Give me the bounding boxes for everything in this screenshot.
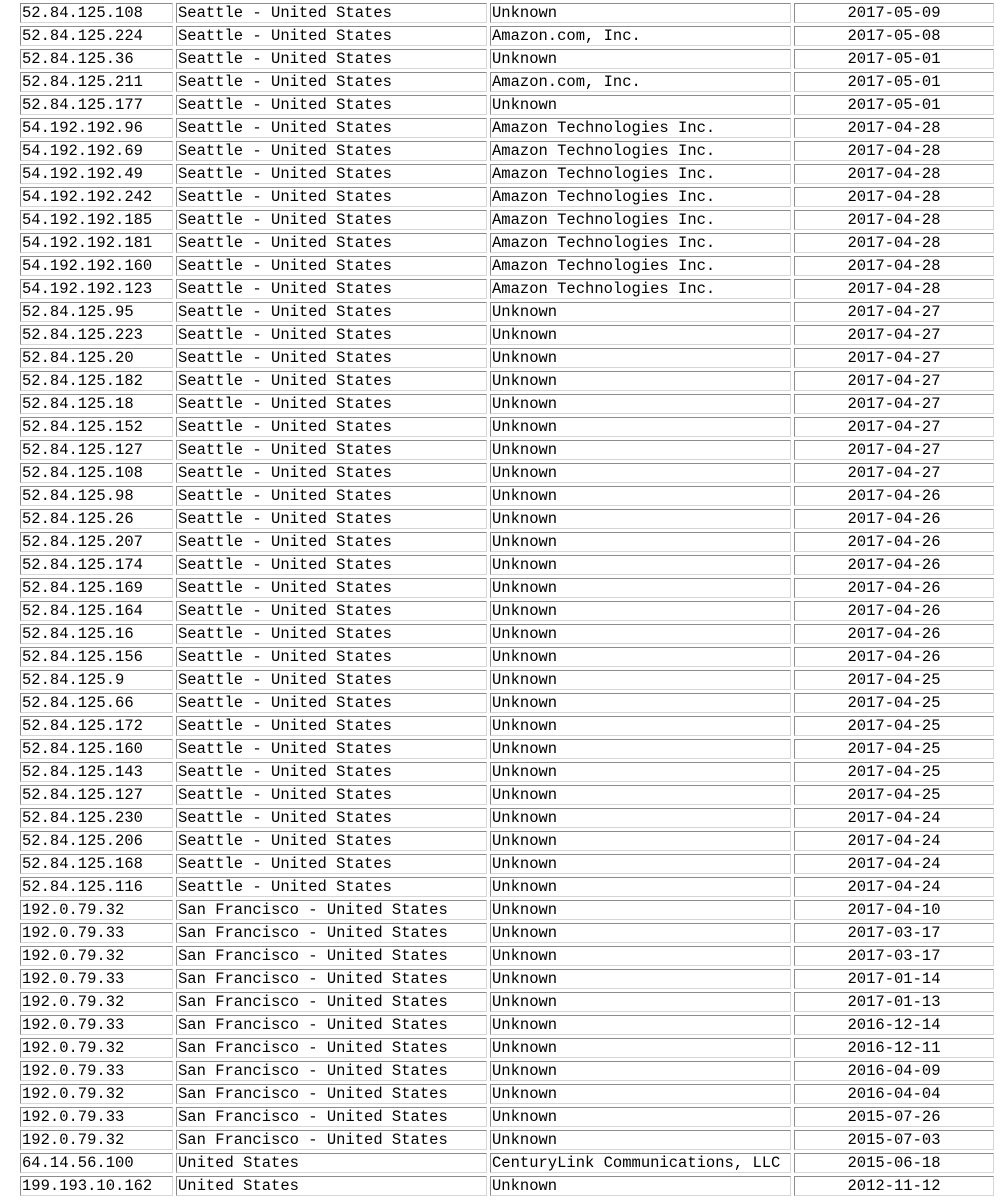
organization-cell: Amazon.com, Inc. xyxy=(490,26,791,46)
location-cell: Seattle - United States xyxy=(176,670,487,690)
date-cell: 2017-05-09 xyxy=(794,3,994,23)
location-cell: San Francisco - United States xyxy=(176,923,487,943)
organization-cell: Unknown xyxy=(490,532,791,552)
ip-address-cell: 52.84.125.164 xyxy=(20,601,173,621)
organization-cell: Unknown xyxy=(490,1061,791,1081)
location-cell: Seattle - United States xyxy=(176,463,487,483)
location-cell: San Francisco - United States xyxy=(176,1084,487,1104)
ip-address-cell: 52.84.125.223 xyxy=(20,325,173,345)
date-cell: 2017-03-17 xyxy=(794,946,994,966)
ip-address-cell: 64.14.56.100 xyxy=(20,1153,173,1173)
location-cell: Seattle - United States xyxy=(176,532,487,552)
ip-address-cell: 52.84.125.18 xyxy=(20,394,173,414)
table-row xyxy=(20,739,994,759)
location-cell: Seattle - United States xyxy=(176,440,487,460)
table-row xyxy=(20,164,994,184)
ip-address-cell: 52.84.125.160 xyxy=(20,739,173,759)
ip-address-cell: 52.84.125.168 xyxy=(20,854,173,874)
location-cell: United States xyxy=(176,1153,487,1173)
ip-address-cell: 192.0.79.33 xyxy=(20,1107,173,1127)
table-row xyxy=(20,854,994,874)
date-cell: 2017-05-01 xyxy=(794,49,994,69)
location-cell: San Francisco - United States xyxy=(176,969,487,989)
organization-cell: Unknown xyxy=(490,854,791,874)
organization-cell: Unknown xyxy=(490,509,791,529)
ip-address-cell: 199.193.10.162 xyxy=(20,1176,173,1196)
organization-cell: Amazon Technologies Inc. xyxy=(490,187,791,207)
ip-address-cell: 192.0.79.32 xyxy=(20,1038,173,1058)
ip-address-cell: 52.84.125.36 xyxy=(20,49,173,69)
date-cell: 2017-04-26 xyxy=(794,532,994,552)
location-cell: Seattle - United States xyxy=(176,624,487,644)
ip-address-cell: 54.192.192.49 xyxy=(20,164,173,184)
table-row xyxy=(20,532,994,552)
organization-cell: Unknown xyxy=(490,601,791,621)
ip-address-cell: 52.84.125.16 xyxy=(20,624,173,644)
ip-address-cell: 52.84.125.66 xyxy=(20,693,173,713)
location-cell: Seattle - United States xyxy=(176,72,487,92)
date-cell: 2017-04-25 xyxy=(794,716,994,736)
date-cell: 2016-04-09 xyxy=(794,1061,994,1081)
table-row xyxy=(20,693,994,713)
ip-address-cell: 52.84.125.127 xyxy=(20,785,173,805)
location-cell: Seattle - United States xyxy=(176,509,487,529)
date-cell: 2017-04-25 xyxy=(794,785,994,805)
date-cell: 2017-04-25 xyxy=(794,670,994,690)
ip-address-cell: 52.84.125.230 xyxy=(20,808,173,828)
location-cell: Seattle - United States xyxy=(176,831,487,851)
organization-cell: Unknown xyxy=(490,463,791,483)
location-cell: Seattle - United States xyxy=(176,371,487,391)
ip-address-cell: 52.84.125.116 xyxy=(20,877,173,897)
ip-address-cell: 192.0.79.32 xyxy=(20,992,173,1012)
organization-cell: Amazon Technologies Inc. xyxy=(490,164,791,184)
date-cell: 2017-04-27 xyxy=(794,302,994,322)
ip-address-cell: 192.0.79.32 xyxy=(20,946,173,966)
organization-cell: Unknown xyxy=(490,3,791,23)
ip-address-cell: 52.84.125.20 xyxy=(20,348,173,368)
ip-address-cell: 52.84.125.177 xyxy=(20,95,173,115)
location-cell: Seattle - United States xyxy=(176,739,487,759)
date-cell: 2017-04-28 xyxy=(794,141,994,161)
organization-cell: Unknown xyxy=(490,900,791,920)
location-cell: San Francisco - United States xyxy=(176,1061,487,1081)
date-cell: 2017-04-25 xyxy=(794,693,994,713)
date-cell: 2017-04-28 xyxy=(794,187,994,207)
table-row xyxy=(20,624,994,644)
ip-address-cell: 192.0.79.33 xyxy=(20,1061,173,1081)
date-cell: 2015-06-18 xyxy=(794,1153,994,1173)
organization-cell: Unknown xyxy=(490,371,791,391)
location-cell: Seattle - United States xyxy=(176,279,487,299)
organization-cell: Unknown xyxy=(490,923,791,943)
organization-cell: Unknown xyxy=(490,946,791,966)
location-cell: Seattle - United States xyxy=(176,785,487,805)
table-row xyxy=(20,785,994,805)
table-row xyxy=(20,670,994,690)
organization-cell: Unknown xyxy=(490,762,791,782)
organization-cell: Unknown xyxy=(490,1176,791,1196)
location-cell: Seattle - United States xyxy=(176,3,487,23)
organization-cell: Unknown xyxy=(490,1107,791,1127)
ip-address-cell: 52.84.125.108 xyxy=(20,3,173,23)
organization-cell: Unknown xyxy=(490,739,791,759)
date-cell: 2017-04-26 xyxy=(794,555,994,575)
location-cell: Seattle - United States xyxy=(176,210,487,230)
table-row xyxy=(20,256,994,276)
table-row xyxy=(20,1061,994,1081)
ip-address-cell: 192.0.79.33 xyxy=(20,1015,173,1035)
date-cell: 2017-04-26 xyxy=(794,486,994,506)
table-row xyxy=(20,325,994,345)
location-cell: Seattle - United States xyxy=(176,394,487,414)
organization-cell: Unknown xyxy=(490,877,791,897)
ip-address-cell: 52.84.125.156 xyxy=(20,647,173,667)
date-cell: 2017-03-17 xyxy=(794,923,994,943)
table-row xyxy=(20,371,994,391)
table-row xyxy=(20,808,994,828)
table-row xyxy=(20,578,994,598)
organization-cell: Unknown xyxy=(490,670,791,690)
table-row xyxy=(20,509,994,529)
date-cell: 2015-07-03 xyxy=(794,1130,994,1150)
location-cell: San Francisco - United States xyxy=(176,1038,487,1058)
location-cell: Seattle - United States xyxy=(176,555,487,575)
location-cell: San Francisco - United States xyxy=(176,992,487,1012)
date-cell: 2017-04-25 xyxy=(794,762,994,782)
organization-cell: Unknown xyxy=(490,325,791,345)
location-cell: Seattle - United States xyxy=(176,187,487,207)
date-cell: 2017-04-27 xyxy=(794,348,994,368)
location-cell: United States xyxy=(176,1176,487,1196)
location-cell: Seattle - United States xyxy=(176,164,487,184)
ip-address-cell: 54.192.192.160 xyxy=(20,256,173,276)
location-cell: San Francisco - United States xyxy=(176,1107,487,1127)
ip-history-table-body xyxy=(20,3,994,1196)
table-row xyxy=(20,647,994,667)
ip-address-cell: 52.84.125.169 xyxy=(20,578,173,598)
table-row xyxy=(20,1130,994,1150)
table-row xyxy=(20,486,994,506)
date-cell: 2017-01-13 xyxy=(794,992,994,1012)
organization-cell: Unknown xyxy=(490,1084,791,1104)
table-row xyxy=(20,1107,994,1127)
location-cell: Seattle - United States xyxy=(176,601,487,621)
ip-address-cell: 52.84.125.172 xyxy=(20,716,173,736)
ip-address-cell: 52.84.125.152 xyxy=(20,417,173,437)
table-row xyxy=(20,831,994,851)
organization-cell: Unknown xyxy=(490,1038,791,1058)
ip-address-cell: 52.84.125.98 xyxy=(20,486,173,506)
ip-address-cell: 54.192.192.69 xyxy=(20,141,173,161)
date-cell: 2017-04-26 xyxy=(794,624,994,644)
table-row xyxy=(20,1015,994,1035)
table-row xyxy=(20,900,994,920)
table-row xyxy=(20,279,994,299)
table-row xyxy=(20,716,994,736)
date-cell: 2017-04-26 xyxy=(794,509,994,529)
organization-cell: Unknown xyxy=(490,992,791,1012)
ip-address-cell: 54.192.192.96 xyxy=(20,118,173,138)
ip-address-cell: 52.84.125.207 xyxy=(20,532,173,552)
location-cell: San Francisco - United States xyxy=(176,1015,487,1035)
ip-address-cell: 52.84.125.174 xyxy=(20,555,173,575)
location-cell: Seattle - United States xyxy=(176,808,487,828)
date-cell: 2017-04-28 xyxy=(794,256,994,276)
table-row xyxy=(20,95,994,115)
location-cell: Seattle - United States xyxy=(176,118,487,138)
table-row xyxy=(20,923,994,943)
ip-address-cell: 52.84.125.9 xyxy=(20,670,173,690)
organization-cell: Amazon.com, Inc. xyxy=(490,72,791,92)
location-cell: Seattle - United States xyxy=(176,417,487,437)
table-row xyxy=(20,348,994,368)
date-cell: 2017-04-24 xyxy=(794,808,994,828)
date-cell: 2017-04-27 xyxy=(794,394,994,414)
ip-address-cell: 52.84.125.127 xyxy=(20,440,173,460)
location-cell: San Francisco - United States xyxy=(176,900,487,920)
location-cell: San Francisco - United States xyxy=(176,1130,487,1150)
table-row xyxy=(20,233,994,253)
ip-address-cell: 192.0.79.33 xyxy=(20,969,173,989)
organization-cell: Amazon Technologies Inc. xyxy=(490,141,791,161)
date-cell: 2017-04-27 xyxy=(794,325,994,345)
ip-address-cell: 52.84.125.224 xyxy=(20,26,173,46)
ip-address-cell: 54.192.192.185 xyxy=(20,210,173,230)
ip-history-table xyxy=(17,0,997,1199)
organization-cell: Amazon Technologies Inc. xyxy=(490,233,791,253)
organization-cell: Unknown xyxy=(490,808,791,828)
organization-cell: Amazon Technologies Inc. xyxy=(490,256,791,276)
date-cell: 2017-04-27 xyxy=(794,463,994,483)
ip-address-cell: 192.0.79.32 xyxy=(20,900,173,920)
table-row xyxy=(20,992,994,1012)
ip-address-cell: 54.192.192.181 xyxy=(20,233,173,253)
table-row xyxy=(20,417,994,437)
organization-cell: Amazon Technologies Inc. xyxy=(490,279,791,299)
ip-address-cell: 52.84.125.143 xyxy=(20,762,173,782)
date-cell: 2017-05-01 xyxy=(794,95,994,115)
ip-address-cell: 52.84.125.26 xyxy=(20,509,173,529)
organization-cell: Unknown xyxy=(490,95,791,115)
table-row xyxy=(20,394,994,414)
location-cell: Seattle - United States xyxy=(176,486,487,506)
date-cell: 2017-04-27 xyxy=(794,371,994,391)
location-cell: Seattle - United States xyxy=(176,348,487,368)
date-cell: 2017-04-28 xyxy=(794,118,994,138)
table-row xyxy=(20,72,994,92)
organization-cell: Amazon Technologies Inc. xyxy=(490,210,791,230)
date-cell: 2017-04-24 xyxy=(794,831,994,851)
table-row xyxy=(20,3,994,23)
organization-cell: Unknown xyxy=(490,555,791,575)
ip-address-cell: 52.84.125.108 xyxy=(20,463,173,483)
organization-cell: Unknown xyxy=(490,1015,791,1035)
table-row xyxy=(20,762,994,782)
organization-cell: Unknown xyxy=(490,302,791,322)
organization-cell: Unknown xyxy=(490,348,791,368)
organization-cell: Unknown xyxy=(490,440,791,460)
ip-address-cell: 52.84.125.211 xyxy=(20,72,173,92)
ip-address-cell: 52.84.125.182 xyxy=(20,371,173,391)
organization-cell: Unknown xyxy=(490,969,791,989)
table-row xyxy=(20,969,994,989)
date-cell: 2017-04-25 xyxy=(794,739,994,759)
organization-cell: Unknown xyxy=(490,693,791,713)
location-cell: Seattle - United States xyxy=(176,95,487,115)
ip-address-cell: 52.84.125.95 xyxy=(20,302,173,322)
ip-address-cell: 54.192.192.123 xyxy=(20,279,173,299)
table-row xyxy=(20,555,994,575)
table-row xyxy=(20,187,994,207)
organization-cell: Unknown xyxy=(490,394,791,414)
organization-cell: Unknown xyxy=(490,1130,791,1150)
organization-cell: Unknown xyxy=(490,785,791,805)
location-cell: Seattle - United States xyxy=(176,877,487,897)
location-cell: Seattle - United States xyxy=(176,26,487,46)
table-row xyxy=(20,26,994,46)
location-cell: Seattle - United States xyxy=(176,716,487,736)
location-cell: Seattle - United States xyxy=(176,578,487,598)
table-row xyxy=(20,601,994,621)
date-cell: 2017-04-24 xyxy=(794,877,994,897)
organization-cell: Unknown xyxy=(490,417,791,437)
table-row xyxy=(20,877,994,897)
date-cell: 2016-04-04 xyxy=(794,1084,994,1104)
date-cell: 2017-04-27 xyxy=(794,440,994,460)
date-cell: 2017-04-28 xyxy=(794,233,994,253)
location-cell: Seattle - United States xyxy=(176,647,487,667)
table-row xyxy=(20,118,994,138)
location-cell: Seattle - United States xyxy=(176,302,487,322)
table-row xyxy=(20,1084,994,1104)
table-row xyxy=(20,463,994,483)
organization-cell: Unknown xyxy=(490,578,791,598)
table-row xyxy=(20,440,994,460)
organization-cell: Unknown xyxy=(490,624,791,644)
table-row xyxy=(20,1153,994,1173)
location-cell: Seattle - United States xyxy=(176,141,487,161)
ip-address-cell: 192.0.79.32 xyxy=(20,1084,173,1104)
date-cell: 2012-11-12 xyxy=(794,1176,994,1196)
organization-cell: Unknown xyxy=(490,49,791,69)
table-row xyxy=(20,141,994,161)
table-row xyxy=(20,1176,994,1196)
location-cell: Seattle - United States xyxy=(176,233,487,253)
organization-cell: CenturyLink Communications, LLC xyxy=(490,1153,791,1173)
date-cell: 2017-04-26 xyxy=(794,601,994,621)
date-cell: 2017-04-26 xyxy=(794,647,994,667)
table-row xyxy=(20,210,994,230)
ip-address-cell: 54.192.192.242 xyxy=(20,187,173,207)
organization-cell: Unknown xyxy=(490,647,791,667)
table-row xyxy=(20,1038,994,1058)
organization-cell: Amazon Technologies Inc. xyxy=(490,118,791,138)
date-cell: 2017-04-28 xyxy=(794,210,994,230)
date-cell: 2015-07-26 xyxy=(794,1107,994,1127)
date-cell: 2017-04-28 xyxy=(794,279,994,299)
ip-address-cell: 52.84.125.206 xyxy=(20,831,173,851)
location-cell: Seattle - United States xyxy=(176,325,487,345)
date-cell: 2017-05-01 xyxy=(794,72,994,92)
location-cell: Seattle - United States xyxy=(176,854,487,874)
date-cell: 2017-04-26 xyxy=(794,578,994,598)
table-row xyxy=(20,946,994,966)
location-cell: Seattle - United States xyxy=(176,762,487,782)
date-cell: 2017-01-14 xyxy=(794,969,994,989)
location-cell: Seattle - United States xyxy=(176,49,487,69)
date-cell: 2016-12-11 xyxy=(794,1038,994,1058)
organization-cell: Unknown xyxy=(490,716,791,736)
date-cell: 2016-12-14 xyxy=(794,1015,994,1035)
date-cell: 2017-04-28 xyxy=(794,164,994,184)
organization-cell: Unknown xyxy=(490,486,791,506)
location-cell: Seattle - United States xyxy=(176,693,487,713)
location-cell: Seattle - United States xyxy=(176,256,487,276)
date-cell: 2017-04-10 xyxy=(794,900,994,920)
date-cell: 2017-04-27 xyxy=(794,417,994,437)
table-row xyxy=(20,302,994,322)
date-cell: 2017-04-24 xyxy=(794,854,994,874)
organization-cell: Unknown xyxy=(490,831,791,851)
table-row xyxy=(20,49,994,69)
ip-address-cell: 192.0.79.33 xyxy=(20,923,173,943)
date-cell: 2017-05-08 xyxy=(794,26,994,46)
location-cell: San Francisco - United States xyxy=(176,946,487,966)
ip-address-cell: 192.0.79.32 xyxy=(20,1130,173,1150)
